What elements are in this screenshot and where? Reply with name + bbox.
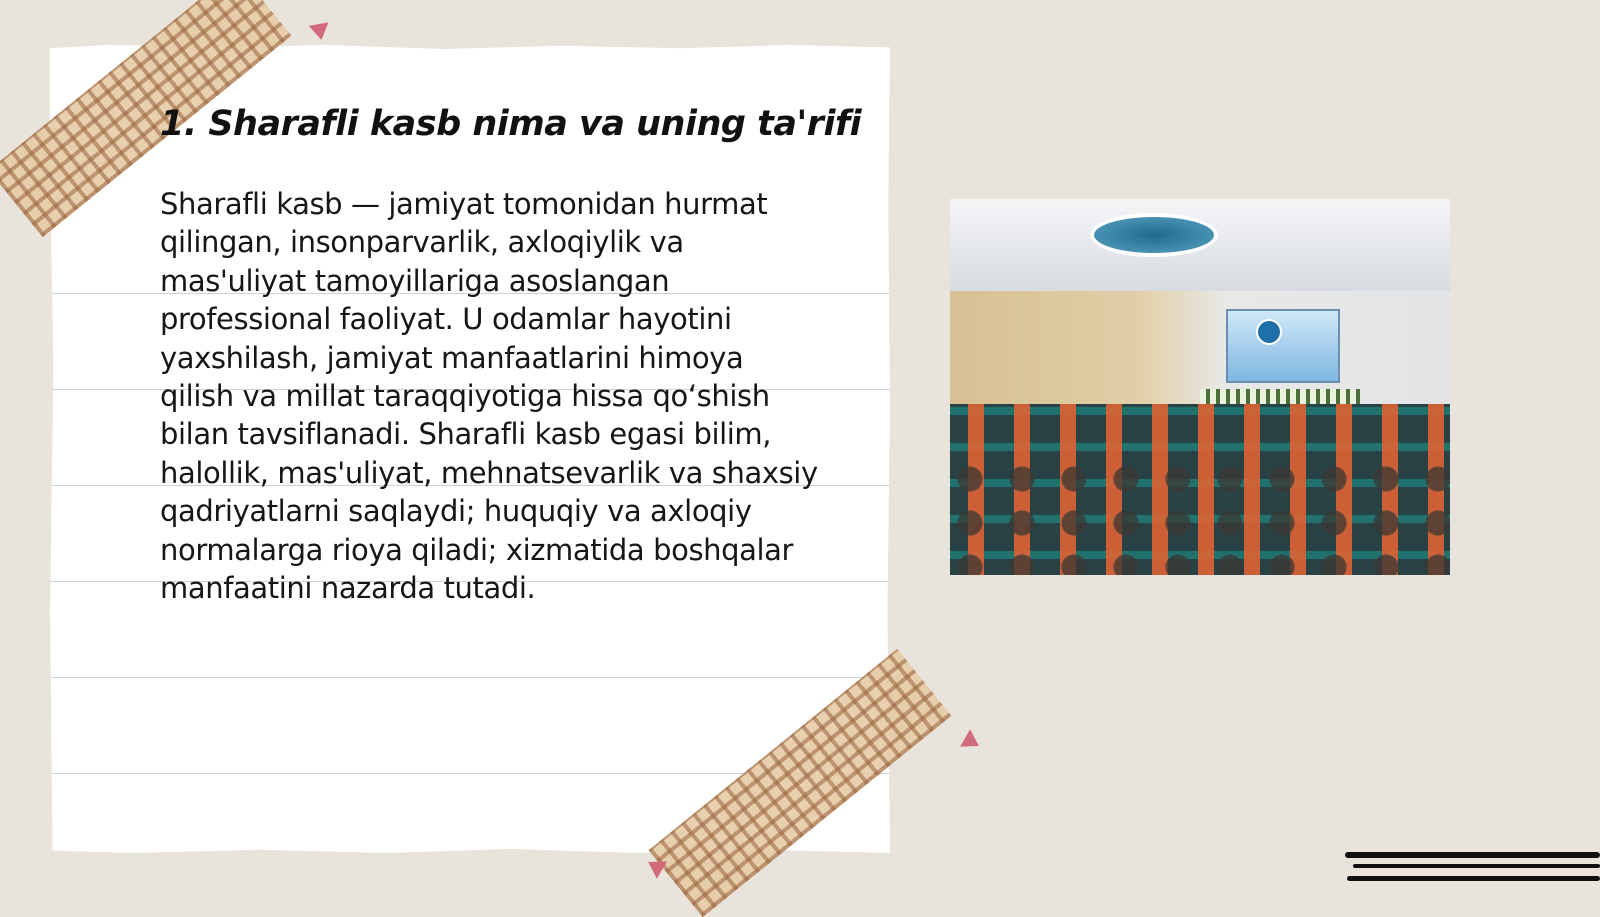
brush-stroke xyxy=(1347,876,1600,881)
brush-stroke xyxy=(1353,864,1600,868)
tape-tail-icon xyxy=(960,729,984,754)
paper-rule-line xyxy=(50,677,890,678)
conference-hall-photo xyxy=(950,199,1450,575)
photo-projection-screen xyxy=(1226,309,1340,383)
slide-title: 1. Sharafli kasb nima va uning ta'rifi xyxy=(160,104,862,144)
decorative-brush-lines xyxy=(1345,848,1600,888)
photo-ceiling-dome xyxy=(1090,213,1218,257)
tape-tail-icon xyxy=(309,22,331,41)
slide-body-text: Sharafli kasb — jamiyat tomonidan hurmat qilingan, insonparvarlik, axloqiylik va mas'uliyat tamoyillariga asoslangan professional faoliyat. U odamlar hayotini yaxshilash, jamiyat manfaatlarini himoya qilish va millat taraqqiyotiga hissa qo‘shish bilan tavsiflanadi. Sharafli kasb egasi bilim, halollik, mas'uliyat, mehnatsevarlik va shaxsiy qadriyatlarni saqlaydi; huquqiy va axloqiy normalarga rioya qiladi; xizmatida boshqalar manfaatini nazarda tutadi. xyxy=(160,187,818,606)
photo-screen-logo-icon xyxy=(1256,319,1282,345)
photo-audience xyxy=(950,459,1450,575)
photo-ceiling xyxy=(950,199,1450,299)
brush-stroke xyxy=(1345,852,1600,858)
